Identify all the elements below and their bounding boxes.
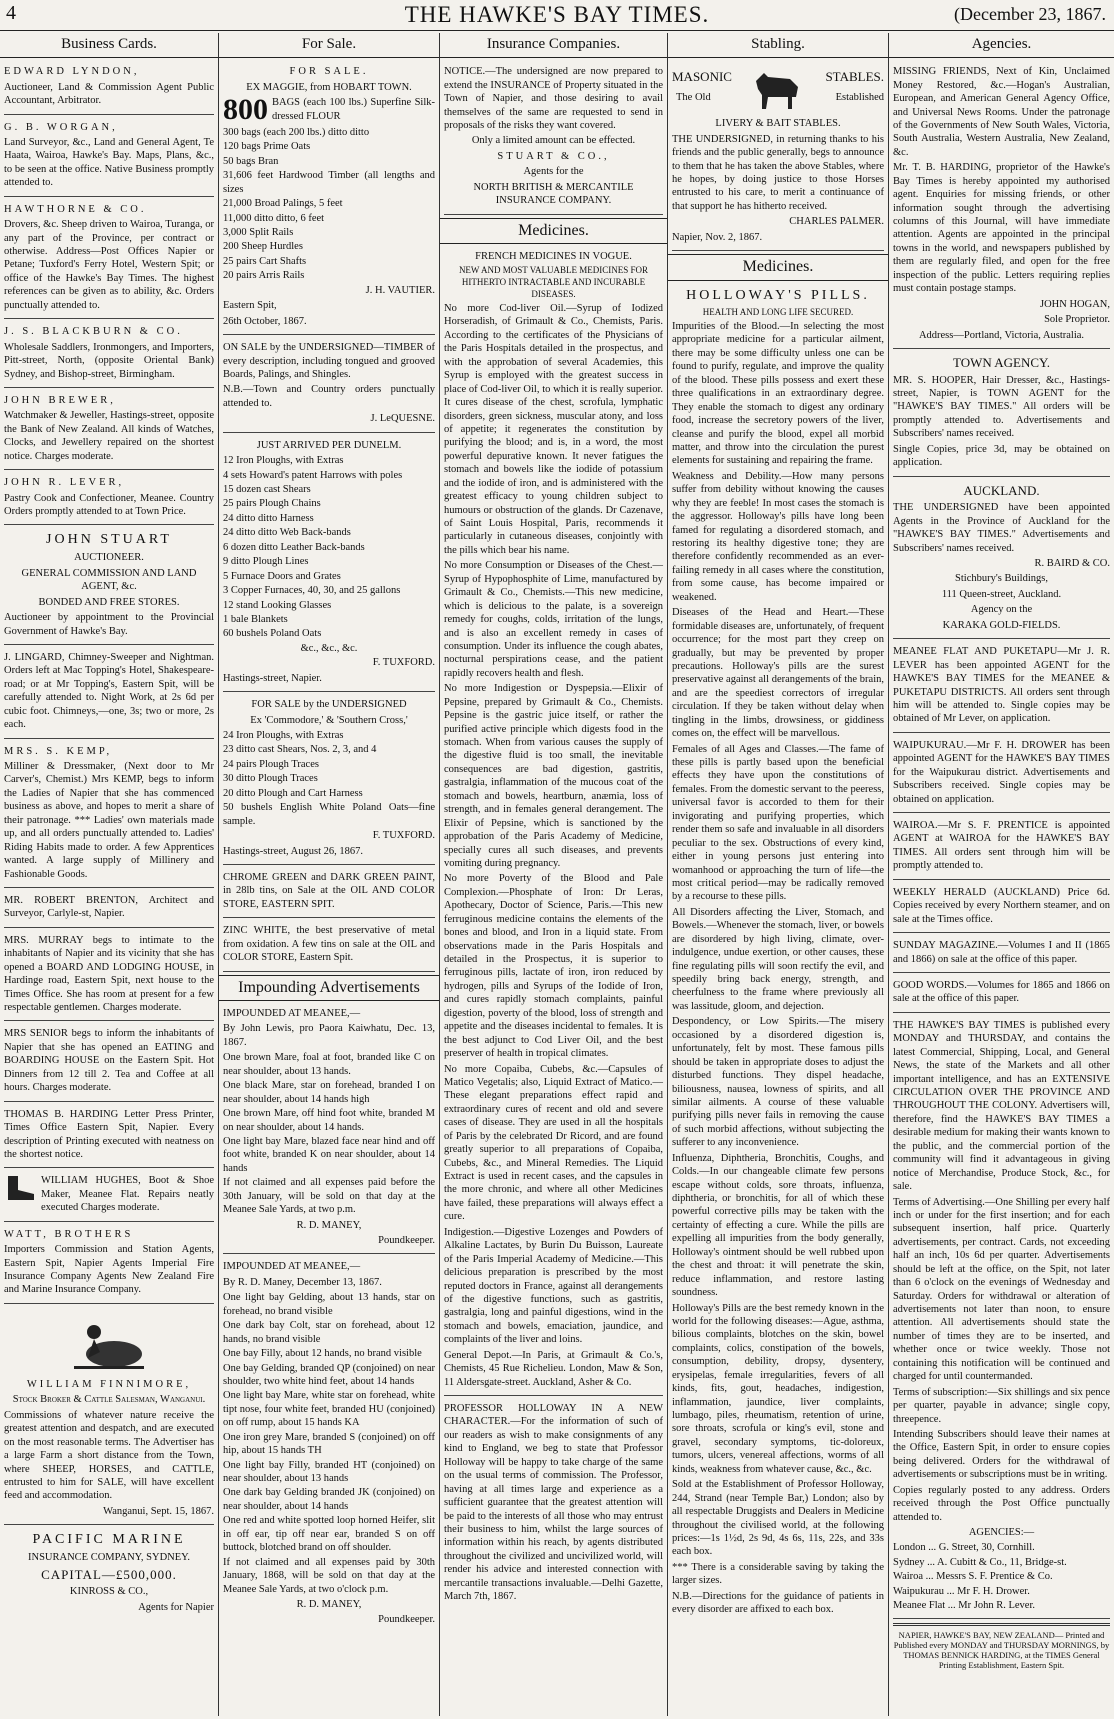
- ad-impounded-1: [223, 1004, 435, 1254]
- ad-text: THE HAWKE'S BAY TIMES is published every MONDAY and THURSDAY, and contains the latest Commercial, Shipping, Local, and General News, the state of the Markets and all other important intelligence, and has an EXTENSIVE CIRCULATION OVER THE PROVINCE AND THROUGHOUT THE COLONY. Advertisers will, therefore, find the HAWKE'S BAY TIMES a desirable medium for making their wants known to the public, and the commercial portion of the community will find it advantageous in giving notice of Merchandise, Produce Stock, &c., for sale.: [893, 1019, 1110, 1193]
- ad-note: If not claimed and all expenses paid by 30th January, 1868, will be sold on that day at the Meanee Sale Yards, at two o'clock p.m.: [223, 1556, 435, 1595]
- ad-text: THE UNDERSIGNED, in returning thanks to his friends and the public generally, begs to announce to them that he has taken the above Stables, where he hopes, by doing justice to those Horses entrusted to his care, to merit a continuance of that support he has hitherto received.: [672, 133, 884, 212]
- ad-paragraph: No more Consumption or Diseases of the Chest.—Syrup of Hypophosphite of Lime, manufactured by Grimault & Co., Chemists.—This new medicine, which is delicious to the palate, is a sovereign remedy for coughs, colds, irritation of the lungs, and is also an excellent remedy in cases of consumption. Under its influence the cough abates, nocturnal perspirations cease, and the patient rapidly recovers health and flesh.: [444, 560, 663, 679]
- ad-line: NORTH BRITISH & MERCANTILE INSURANCE COMPANY.: [473, 181, 634, 207]
- ad-capital: CAPITAL—£500,000.: [41, 1566, 177, 1582]
- ad-holloway-character: [444, 1399, 663, 1610]
- ad-name: JOHN STUART: [46, 532, 172, 548]
- ad-hawthorne: [4, 200, 214, 320]
- ad-signature: F. TUXFORD.: [372, 657, 435, 669]
- ad-text: ON SALE by the UNDERSIGNED—TIMBER of every description, including tongued and grooved Boards, Palings, and Shingles.: [223, 342, 435, 380]
- ad-town-agency: [893, 352, 1110, 477]
- ad-signature: J. LeQUESNE.: [370, 413, 435, 425]
- ad-signature: R. D. MANEY,: [296, 1219, 362, 1231]
- ad-subtitle: LIVERY & BAIT STABLES.: [715, 118, 841, 130]
- ad-zinc-white: [223, 921, 435, 971]
- ad-subtitle: INSURANCE COMPANY, SYDNEY.: [27, 1552, 190, 1564]
- ad-sunday-magazine: [893, 936, 1110, 973]
- ad-subheading: By R. D. Maney, December 13, 1867.: [223, 1276, 382, 1288]
- ad-paragraph: N.B.—Directions for the guidance of patients in every disorder are affixed to each box.: [672, 1590, 884, 1616]
- ad-text: Importers Commission and Station Agents, Eastern Spit, Napier Agents Imperial Fire Insurance Company Agents New Zealand Fire and Marine Insurance Company.: [4, 1244, 214, 1296]
- ad-line: The Old: [676, 92, 711, 104]
- ad-paragraph: No more Cod-liver Oil.—Syrup of Iodized Horseradish, of Grimault & Co., Chemists, Paris. According to the certificates of the Physicians of the Paris Hospitals detailed in the prospectus, and with the approbation of several Academies, this Syrup is employed with the greatest success in place of Cod-liver Oil, to which it is really superior. It cures disease of the chest, scrofula, lymphatic disorders, green sickness, muscular atony, and loss of appetite; it regenerates the constitution by purifying the blood; and is, in a word, the most powerful depurative known. It never fatigues the stomach and bowels like the iodide of potassium and the iodide of iron, and is administered with the greatest efficacy to young children subject to humours or obstruction of the glands. Dr Cazenave, of Saint Louis Hospital, Paris, recommends it particularly in cutaneous diseases, conjointly with the pills which bear his name.: [444, 303, 663, 556]
- ad-missing-friends: [893, 62, 1110, 349]
- ad-insurance-notice: [444, 62, 663, 214]
- imprint: NAPIER, HAWKE'S BAY, NEW ZEALAND— Printed and Published every MONDAY and THURSDAY MORNINGS, by THOMAS BENNICK HARDING, at the TIMES General Printing Establishment, Eastern Spit.: [893, 1629, 1110, 1671]
- ad-ship: EX MAGGIE, from HOBART TOWN.: [246, 81, 412, 93]
- ad-hawkes-bay-times: [893, 1016, 1110, 1619]
- ad-subheading: Ex 'Commodore,' & 'Southern Cross,': [250, 714, 408, 726]
- ad-text: MRS SENIOR begs to inform the inhabitants of Napier that she has opened an EATING and BOARDING HOUSE on the Eastern Spit. Hot Dinners from 12 till 2. Tea and Coffee at all hours. Charges moderate.: [4, 1028, 214, 1094]
- ad-line: Established: [835, 92, 884, 104]
- ad-signature: CHARLES PALMER.: [789, 216, 884, 228]
- ad-heading: FOR SALE.: [289, 66, 369, 78]
- list-item: 24 ditto ditto Harness: [223, 512, 314, 524]
- page-number: 4: [6, 2, 16, 24]
- ad-paragraph: Impurities of the Blood.—In selecting the most appropriate medicine for a particular ailment, there may be some difficulty unless one can be found to purify, regulate, and improve the quality of the blood. These pills possess and exert these three qualifications in an extraordinary degree. They enable the stomach to digest any ordinary food, increase the secretory powers of the liver, cleanse and purify the blood, expel all morbid matter, and throw into the circulation the purest elements for sustaining and repairing the frame.: [672, 321, 884, 467]
- ad-quantity: 800: [223, 93, 268, 127]
- ad-note: If not claimed and all expenses paid before the 30th January, will be sold on that day at the Meanee Sale Yards, at two p.m.: [223, 1177, 435, 1216]
- ad-french-medicines: [444, 247, 663, 1396]
- ad-line: AUCTIONEER.: [74, 552, 144, 564]
- ad-date: 26th October, 1867.: [223, 315, 307, 327]
- ad-name: MRS. S. KEMP,: [4, 745, 113, 757]
- list-item: One light bay Gelding, about 13 hands, star on forehead, no brand visible: [223, 1292, 435, 1317]
- ad-heading: FRENCH MEDICINES IN VOGUE.: [475, 251, 632, 263]
- ad-brewer: [4, 391, 214, 470]
- ad-text: Mr. T. B. HARDING, proprietor of the Hawke's Bay Times is hereby appointed my authorised agent. Enquiries for missing friends, or other information sought through the advertising columns of this Journal, will have immediate attention. Agents are appointed in the principal towns in the world, and newspapers published by them are regularly filed, and open for the free inspection of the public. Letters requiring replies must contain postage stamps.: [893, 162, 1110, 295]
- ad-text: NOTICE.—The undersigned are now prepared to extend the INSURANCE of Property situated in the Town of Napier, and those desiring to avail themselves of the same are requested to send in proposals of the risks they want covered.: [444, 66, 663, 131]
- list-item: One bay Filly, about 12 hands, no brand visible: [223, 1348, 422, 1360]
- list-item: 24 ditto ditto Web Back-bands: [223, 527, 351, 539]
- column-heading: Insurance Companies.: [440, 33, 667, 58]
- ad-blackburn: [4, 322, 214, 388]
- column-insurance: [439, 33, 667, 1716]
- ad-role: Sole Proprietor.: [1044, 314, 1110, 326]
- newspaper-title: THE HAWKE'S BAY TIMES.: [404, 2, 710, 27]
- ad-text: Terms of subscription:—Six shillings and six pence per quarter, payable in advance; single copy, threepence.: [893, 1386, 1110, 1425]
- ad-text: WAIPUKURAU.—Mr F. H. DROWER has been appointed AGENT for the HAWKE'S BAY TIMES for the Waipukurau district. Advertisements and Subscribers received. Single copies may be obtained on application.: [893, 739, 1110, 805]
- ad-signature: R. BAIRD & CO.: [1034, 558, 1110, 569]
- list-item: 6 dozen ditto Leather Back-bands: [223, 541, 365, 553]
- list-item: London ... G. Street, 30, Cornhill.: [893, 1542, 1035, 1554]
- list-item: 12 stand Looking Glasses: [223, 599, 332, 611]
- list-item: 60 bushels Poland Oats: [223, 628, 322, 640]
- ad-paragraph: No more Indigestion or Dyspepsia.—Elixir of Pepsine, prepared by Grimault & Co., Chemists. Pepsine is the gastric juice itself, or rather the purified active principle which digests food in the stomach. When from various causes the supply of the digestive fluid is too small, the inevitable consequences are bad digestion, gastritis, gastralgia, inflammation of the mucous coat of the stomach and bowels, heartburn, anæmia, loss of strength, and in females general derangement. The Elixir of Pepsine, which is sanctioned by the approbation of the Paris Academy of Medicine, specially cures all such diseases, and prevents vomiting during pregnancy.: [444, 683, 663, 869]
- ad-heading: IMPOUNDED AT MEANEE,—: [223, 1008, 361, 1020]
- ad-subheading: By John Lewis, pro Paora Kaiwhatu, Dec. 13, 1867.: [223, 1023, 435, 1048]
- ad-paragraph: Indigestion.—Digestive Lozenges and Powders of Alkaline Lactates, by Burin Du Buisson, Laureate of the Paris Imperial Academy of Medicine.—This delicious preparation is prescribed by the most reputed doctors in France, against all derangements of the digestive functions, such as gastritis, gastralgia, long and painful digestions, wind in the stomach and bowels, emaciation, jaundice, and complaints of the liver and loins.: [444, 1226, 663, 1346]
- ad-heading: AUCKLAND.: [963, 482, 1040, 498]
- list-item: One bay Gelding, branded QP (conjoined) on near shoulder, two white hind feet, about 14 hands: [223, 1362, 435, 1387]
- list-item: 24 Iron Ploughs, with Extras: [223, 730, 344, 741]
- ad-agent-role: Agents for Napier: [138, 1601, 214, 1613]
- list-item: 50 bags Bran: [223, 155, 279, 167]
- list-item: 12 Iron Ploughs, with Extras: [223, 455, 344, 467]
- ad-holloways-pills: [672, 284, 884, 1623]
- list-item: 25 pairs Plough Chains: [223, 498, 321, 510]
- ad-name: MASONIC: [672, 69, 732, 85]
- column-heading: Business Cards.: [0, 33, 218, 58]
- column-agencies: [888, 33, 1114, 1716]
- ad-name: PACIFIC MARINE: [32, 1532, 186, 1548]
- ad-text: Terms of Advertising.—One Shilling per every half inch or under for the first insertion; and for each subsequent insertion, half price. Quarterly advertisements, per contract. Cards, not exceeding half an inch, 10s 6d per quarter. Advertisements should be left at the office, on the Spit, not later than 6 o'clock on the evenings of Wednesday and Saturday. Orders for withdrawal or alteration of advertisements not later than noon, to ensure attention. All advertisements should state the number of times they are to be inserted, and whether once or twice weekly. Those not containing this notification will be continued and charged for until countermanded.: [893, 1196, 1110, 1383]
- ad-paragraph: No more Poverty of the Blood and Pale Complexion.—Phosphate of Iron: Dr Leras, Apothecary, Doctor of Science, Paris.—This new ferruginous medicine contains the elements of the bones and blood, and Iron in a liquid state. From observations made in the Paris Hospitals and detailed in the Prospectus, it is superior to ferruginous pills, lactate of iron, iron reduced by hydrogen, pills and Syrups of the Iodide of Iron, and cures rapidly stomach complaints, painful digestion, poverty of the blood, loss of strength and appetite and the diseases incidental to females. It is the best adjunct to Cod Liver Oil, and the best preserver of health in tropical climates.: [444, 873, 663, 1060]
- ad-tuxford: [223, 695, 435, 865]
- ad-paragraph: Despondency, or Low Spirits.—The misery occasioned by a disordered digestion is, unfortunately, felt by most. These famous pills should be taken in appropriate doses to adjust the disturbed functions. They dispel headache, biliousness, nausea, lowness of spirits, and all similar ailments. A course of these valuable purifying pills never fails in removing the cause of such morbid affections, without subjecting the sufferer to any inconvenience.: [672, 1016, 884, 1149]
- ad-finnimore: [4, 1307, 214, 1525]
- ad-heading: JUST ARRIVED PER DUNELM.: [256, 439, 402, 451]
- ad-good-words: [893, 976, 1110, 1013]
- ad-name: WATT, BROTHERS: [4, 1228, 134, 1240]
- list-item: 21,000 Broad Palings, 5 feet: [223, 198, 343, 210]
- issue-date: (December 23, 1867.: [954, 4, 1106, 24]
- ad-senior: [4, 1024, 214, 1101]
- ad-heading: FOR SALE by the UNDERSIGNED: [251, 699, 407, 711]
- ad-note: N.B.—Town and Country orders punctually attended to.: [223, 384, 435, 409]
- list-item: 30 ditto Plough Traces: [223, 773, 318, 785]
- ad-text: GOOD WORDS.—Volumes for 1865 and 1866 on sale at the office of this paper.: [893, 979, 1110, 1005]
- ad-date: Napier, Nov. 2, 1867.: [672, 231, 763, 243]
- ad-signature: R. D. MANEY,: [296, 1598, 362, 1610]
- ad-dunelm: [223, 436, 435, 692]
- ad-vautier: [223, 62, 435, 335]
- masthead: [0, 0, 1114, 31]
- list-item: &c., &c., &c.: [300, 642, 358, 654]
- ad-name: G. B. WORGAN,: [4, 121, 118, 133]
- ad-address: 111 Queen-street, Auckland.: [941, 588, 1062, 600]
- list-item: One iron grey Mare, branded S (conjoined) on off hip, about 15 hands TH: [223, 1431, 435, 1457]
- list-item: 9 ditto Plough Lines: [223, 556, 309, 568]
- column-heading: Agencies.: [889, 33, 1114, 58]
- list-item: Waipukurau ... Mr F. H. Drower.: [893, 1585, 1030, 1597]
- ad-date: Hastings-street, August 26, 1867.: [223, 845, 363, 857]
- ad-lever: [4, 473, 214, 525]
- ad-worgan: [4, 118, 214, 197]
- column-heading: Stabling.: [668, 33, 888, 58]
- ad-subtitle: Stock Broker & Cattle Salesman, Wanganui.: [12, 1394, 206, 1406]
- ad-lingard: [4, 648, 214, 739]
- ad-wairoa-agent: [893, 816, 1110, 880]
- ad-text: MISSING FRIENDS, Next of Kin, Unclaimed Money Restored, &c.—Hogan's Australian, European, and American General Agency Office, and Universal News Rooms. Under the patronage of the Governments of New South Wales, Victoria, South Australia, Western Australia, New Zealand, &c.: [893, 66, 1110, 158]
- ad-line: KARAKA GOLD-FIELDS.: [942, 619, 1061, 631]
- ad-subheading: NEW AND MOST VALUABLE MEDICINES FOR HITHERTO INTRACTABLE AND INCURABLE DISEASES.: [458, 265, 649, 299]
- ad-text: WEEKLY HERALD (AUCKLAND) Price 6d. Copies received by every Northern steamer, and on sale at the Times office.: [893, 886, 1110, 925]
- ad-paragraph: General Depot.—In Paris, at Grimault & Co.'s, Chemists, 45 Rue Richelieu. London, Maw & Son, 11 Aldersgate-street. Auckland, Asher & Co.: [444, 1349, 663, 1388]
- ad-text: Land Surveyor, &c., Land and General Agent, Te Haata, Wairoa, Hawke's Bay. Maps, Plans, &c., to be seen at the office. Native Business promptly attended to.: [4, 136, 214, 189]
- sheep-shearer-icon: [64, 1314, 154, 1374]
- ad-hughes: [4, 1171, 214, 1221]
- section-heading: Impounding Advertisements: [219, 975, 439, 1001]
- list-item: Sydney ... A. Cubitt & Co., 11, Bridge-st.: [893, 1556, 1067, 1568]
- list-item: 24 pairs Plough Traces: [223, 758, 319, 770]
- ad-brenton: [4, 891, 214, 928]
- list-item: 200 Sheep Hurdles: [223, 241, 303, 253]
- list-item: 5 Furnace Doors and Grates: [223, 570, 341, 582]
- list-item: 3 Copper Furnaces, 40, 30, and 25 gallons: [223, 585, 401, 597]
- ad-text: Single Copies, price 3d, may be obtained on application.: [893, 443, 1110, 469]
- ad-text: Milliner & Dressmaker, (Next door to Mr Carver's, Chemist.) Mrs KEMP, begs to inform the Ladies of Napier that she has commenced business as above, and hopes to merit a share of their patronage. *** Ladies' own materials made up, and all orders punctually attended to. Ladies' Riding Habits made to order. A few Apprentices wanted. A large supply of Millinery and Fashionable Goods.: [4, 761, 214, 880]
- ad-signature: F. TUXFORD.: [372, 830, 435, 842]
- ad-paragraph: Sold at the Establishment of Professor Holloway, 244, Strand (near Temple Bar,) London; also by all respectable Druggists and Dealers in Medicine throughout the civilised world, at the following prices:—1s 1½d, 2s 9d, 4s 6s, 11s, 22s, and 33s each box.: [672, 1479, 884, 1558]
- ad-role: Poundkeeper.: [378, 1235, 435, 1247]
- ad-text: WILLIAM HUGHES, Boot & Shoe Maker, Meanee Flat. Repairs neatly executed Charges moderate.: [41, 1175, 214, 1214]
- ad-line: BAGS (each 100 lbs.) Superfine Silk-dressed FLOUR: [272, 97, 435, 122]
- ad-paragraph: Influenza, Diphtheria, Bronchitis, Coughs, and Colds.—In our changeable climate few persons escape without colds, sore throats, influenza, diphtheria, or bronchitis, for all of which these powerful corrective pills may be taken with the certainty of effecting a cure. While the pills are expelling all impurities from the body generally, Holloway's ointment should be well rubbed upon the chest and throat: it will penetrate the skin, reduce inflammation, and restore lasting soundness.: [672, 1152, 884, 1299]
- column-for-sale: [218, 33, 439, 1716]
- ad-text: Commissions of whatever nature receive the greatest attention and despatch, and are executed on the most reasonable terms. The Advertiser has a large Farm a short distance from the Town, where SHEEP, HORSES, and CATTLE, entrusted to him for SALE, will have excellent feed and accommodation.: [4, 1409, 214, 1502]
- ad-line: GENERAL COMMISSION AND LAND AGENT, &c.: [21, 567, 197, 593]
- ad-chrome-green: [223, 868, 435, 918]
- list-item: 3,000 Split Rails: [223, 227, 294, 238]
- ad-signature: J. H. VAUTIER.: [365, 284, 435, 296]
- list-item: One light bay Filly, branded HT (conjoined) on near shoulder, about 13 hands: [223, 1459, 435, 1485]
- ad-name: WILLIAM FINNIMORE,: [26, 1378, 192, 1390]
- list-item: One light bay Mare, white star on forehead, white tipt nose, four white feet, branded HU (conjoined) on off rump, about 15 hands KA: [223, 1390, 435, 1429]
- horse-icon: [750, 67, 806, 111]
- column-business-cards: [0, 33, 218, 1716]
- ad-date: Wanganui, Sept. 15, 1867.: [103, 1505, 214, 1517]
- list-item: 15 dozen cast Shears: [223, 484, 311, 495]
- list-item: 25 pairs Cart Shafts: [223, 255, 307, 267]
- ad-heading: IMPOUNDED AT MEANEE,—: [223, 1261, 361, 1273]
- ad-meanee-agent: [893, 642, 1110, 733]
- ad-paragraph: Holloway's Pills are the best remedy known in the world for the following diseases:—Ague, asthma, bilious complaints, blotches on the skin, bowel complaints, colics, constipation of the bowels, consumption, debility, dropsy, dysentery, erysipelas, female irregularities, fevers of all kinds, fits, gout, headaches, indigestion, inflammation, jaundice, liver complaints, lumbago, piles, rheumatism, retention of urine, sore throats, scrofula or king's evil, stone and gravel, secondary symptoms, tic-doloreux, tumors, ulcers, venereal affections, worms of all kinds, weakness from whatever cause, &c., &c.: [672, 1302, 884, 1475]
- list-item: One red and white spotted loop horned Heifer, slit in off ear, tip off near ear, branded S on off buttock, blotched brand on off shoulder.: [223, 1515, 435, 1554]
- ad-paragraph: *** There is a considerable saving by taking the larger sizes.: [672, 1561, 884, 1587]
- list-item: 4 sets Howard's patent Harrows with poles: [223, 469, 403, 481]
- ad-address: Stichbury's Buildings,: [955, 573, 1048, 585]
- ad-paragraph: Females of all Ages and Classes.—The fame of these pills is partly based upon the beneficial effects they have upon the constitutions of females. From the domestic servant to the peeress, universal favor is accorded to them for their invigorating and purifying properties, which render them so safe and invaluable in all disorders peculiar to the sex. Obstructions of every kind, either in young persons just entering into womanhood or approaching the turn of life—the most critical period—may be radically removed by a recourse to these pills.: [672, 743, 884, 903]
- ad-heading: AGENCIES:—: [968, 1527, 1035, 1538]
- ad-name: JOHN R. LEVER,: [4, 477, 125, 489]
- divider: [893, 1623, 1110, 1626]
- ad-text: PROFESSOR HOLLOWAY IN A NEW CHARACTER.—For the information of such of our readers as wish to make consignments of any kind to England, we beg to state that Professor Holloway will be happy to take charge of the same on the usual terms of commission. The Professor, having at all times large and experience as a sufficient guarantee that the greatest attention will be paid to the interests of all those who may entrust their business to him, whilst the large sources of information within his reach, by agents distributed throughout the civilized and uncivilized world, will render his advice and interested connection with mercantile transactions invaluable.—Delhi Gazette, March 7th, 1867.: [444, 1403, 663, 1603]
- ad-masonic-stables: [672, 62, 884, 251]
- ad-text: Intending Subscribers should leave their names at the Office, Eastern Spit, in order to ensure copies being delivered. Orders for the withdrawal of advertisements or subscriptions must be in writing.: [893, 1428, 1110, 1481]
- ad-harding: [4, 1105, 214, 1169]
- ad-text: WAIROA.—Mr S. F. PRENTICE is appointed AGENT at WAIROA for the HAWKE'S BAY TIMES. All orders sent through him will be promptly attended to.: [893, 820, 1110, 872]
- ad-lequesne: [223, 338, 435, 433]
- boot-icon: [4, 1174, 38, 1202]
- list-item: Wairoa ... Messrs S. F. Prentice & Co.: [893, 1571, 1053, 1583]
- ad-text: J. LINGARD, Chimney-Sweeper and Nightman. Orders left at Mac Topping's Hotel, Shakespeare-road; or at Mr Topping's, Eastern Spit, will be carefully attended to. Night Work, at 2s 6d per cubic foot. Chimneys,—one, 3s; two or more, 2s each.: [4, 651, 214, 731]
- ad-heading: TOWN AGENCY.: [952, 354, 1051, 370]
- ad-role: Poundkeeper.: [378, 1614, 435, 1626]
- ad-text: Auctioneer by appointment to the Provincial Government of Hawke's Bay.: [4, 612, 214, 637]
- ad-kemp: [4, 742, 214, 888]
- ad-paragraph: All Disorders affecting the Liver, Stomach, and Bowels.—Whenever the stomach, liver, or bowels are disordered by high living, climate, over-indulgence, undue exertion, or other causes, these fine regulating pills will soon rectify the evil, and speedily bring back energy, strength, and cheerfulness to the frame where previously all was lassitude, gloom, and dejection.: [672, 906, 884, 1012]
- ad-text: Drovers, &c. Sheep driven to Wairoa, Turanga, or any part of the Province, per contract or otherwise. Address—Post Offices Napier or Petane; Tuxford's Ferry Hotel, Western Spit; or office of the Hawke's Bay Times. The highest references can be given as to ability, &c. Orders punctually attended to.: [4, 219, 214, 311]
- ad-agent: KINROSS & CO.,: [69, 1586, 149, 1598]
- ad-signature: JOHN HOGAN,: [1040, 298, 1110, 310]
- ad-name: EDWARD LYNDON,: [4, 66, 140, 78]
- ad-auckland: [893, 480, 1110, 640]
- ad-paragraph: Weakness and Debility.—How many persons suffer from debility without knowing the causes why they are feeble! In most cases the stomach is the aggressor. Holloway's pills have long been famed for regulating a disordered stomach, and restoring its healthy digestive tone; they are therefore confidently recommended as an ever-failing remedy in all cases where the constitution, from some cause, has become impaired or weakened.: [672, 470, 884, 603]
- list-item: 20 pairs Arris Rails: [223, 270, 305, 282]
- ad-text: MR. ROBERT BRENTON, Architect and Surveyor, Carlyle-st, Napier.: [4, 894, 214, 920]
- ad-text: ZINC WHITE, the best preservative of metal from oxidation. A few tins on sale at the OIL and COLOR STORE, Eastern Spit.: [223, 925, 435, 964]
- ad-paragraph: No more Copaiba, Cubebs, &c.—Capsules of Matico Vegetalis; also, Liquid Extract of Matico.—These elegant preparations effect rapid and extraordinary cures of recent and old and severe cases of disease. They are used in all the hospitals of Paris by the celebrated Dr Ricord, and are found greatly superior to all preparations of Copaiba, Cubebs, &c., and Mineral Remedies. The Liquid Extract is used in recent cases, and the capsules in the more chronic, and where all other Medicines have failed, these preparations will always effect a cure.: [444, 1063, 663, 1223]
- ad-text: THOMAS B. HARDING Letter Press Printer, Times Office Eastern Spit, Napier. Every description of Printing executed with neatness on the shortest notice.: [4, 1108, 214, 1160]
- ad-name: HAWTHORNE & CO.: [4, 203, 147, 215]
- list-item: One brown Mare, foal at foot, branded like C on near shoulder, about 13 hands.: [223, 1052, 435, 1077]
- list-item: Meanee Flat ... Mr John R. Lever.: [893, 1600, 1036, 1612]
- ad-place: Hastings-street, Napier.: [223, 672, 322, 684]
- ad-name: J. S. BLACKBURN & CO.: [4, 326, 183, 338]
- ad-name: JOHN BREWER,: [4, 394, 116, 406]
- ad-text: SUNDAY MAGAZINE.—Volumes I and II (1865 and 1866) on sale at the office of this paper.: [893, 940, 1110, 965]
- ad-line: Agency on the: [970, 604, 1033, 616]
- ad-place: Eastern Spit,: [223, 300, 277, 312]
- ad-impounded-2: [223, 1257, 435, 1632]
- list-item: 1 bale Blankets: [223, 613, 288, 625]
- ad-text: CHROME GREEN and DARK GREEN PAINT, in 28lb tins, on Sale at the OIL AND COLOR STORE, EASTERN SPIT.: [223, 871, 435, 910]
- ad-watt: [4, 1225, 214, 1304]
- ad-line: BONDED AND FREE STORES.: [38, 596, 180, 608]
- list-item: 20 ditto Plough and Cart Harness: [223, 787, 363, 799]
- ad-text: Wholesale Saddlers, Ironmongers, and Importers, Pitt-street, North, (opposite Oriental Bank) Sydney, and Bishop-street, Birmingham.: [4, 341, 214, 380]
- list-item: 120 bags Prime Oats: [223, 141, 311, 153]
- ad-subheading: HEALTH AND LONG LIFE SECURED.: [702, 306, 854, 317]
- list-item: 50 bushels English White Poland Oats—fine sample.: [223, 802, 435, 827]
- section-heading: Medicines.: [668, 254, 888, 280]
- list-item: 31,606 feet Hardwood Timber (all lengths and sizes: [223, 170, 435, 195]
- ad-waipukurau-agent: [893, 736, 1110, 813]
- ad-murray: [4, 931, 214, 1022]
- list-item: 300 bags (each 200 lbs.) ditto ditto: [223, 126, 370, 138]
- ad-text: MRS. MURRAY begs to intimate to the inhabitants of Napier and its vicinity that she has opened a BOARD AND LODGING HOUSE, in Hardinge road, Eastern Spit, next house to the Times Office. She has room at present for a few respectable gentlemen. Charges moderate.: [4, 934, 214, 1014]
- ad-name: STUART & CO.,: [497, 150, 610, 162]
- column-stabling: [667, 33, 888, 1716]
- ad-line: Agents for the: [523, 166, 584, 178]
- ad-text: Auctioneer, Land & Commission Agent Public Accountant, Arbitrator.: [4, 81, 214, 107]
- ad-pacific-marine: [4, 1528, 214, 1620]
- ad-lyndon: [4, 62, 214, 114]
- list-item: One brown Mare, off hind foot white, branded M on near shoulder, about 14 hands.: [223, 1108, 435, 1133]
- ad-text: THE UNDERSIGNED have been appointed Agents in the Province of Auckland for the "HAWKE'S BAY TIMES." Advertisements and Subscribers' names received.: [893, 502, 1110, 554]
- list-item: 23 ditto cast Shears, Nos. 2, 3, and 4: [223, 744, 377, 756]
- ad-address: Address—Portland, Victoria, Australia.: [918, 329, 1085, 341]
- ad-name: STABLES.: [825, 69, 884, 85]
- ad-text: Watchmaker & Jeweller, Hastings-street, opposite the Bank of New Zealand. All kinds of Watches, Clocks, and Jewellery repaired on the shortest notice. Charges moderate.: [4, 410, 214, 462]
- ad-text: Copies regularly posted to any address. Orders received through the Post Office punctually attended to.: [893, 1484, 1110, 1523]
- ad-weekly-herald: [893, 883, 1110, 933]
- ad-heading: HOLLOWAY'S PILLS.: [686, 287, 870, 303]
- ad-stuart: [4, 528, 214, 645]
- ad-text: Pastry Cook and Confectioner, Meanee. Country Orders promptly attended to at Town Price.: [4, 492, 214, 517]
- ad-text: MEANEE FLAT AND PUKETAPU—Mr J. R. LEVER has been appointed AGENT for the HAWKE'S BAY TIMES for the MEANEE & PUKETAPU DISTRICTS. All orders sent through him will be attended to. Single copies may be obtained of Mr Lever, on application.: [893, 646, 1110, 725]
- column-heading: For Sale.: [219, 33, 439, 58]
- list-item: One dark bay Colt, star on forehead, about 12 hands, no brand visible: [223, 1320, 435, 1345]
- ad-paragraph: Diseases of the Head and Heart.—These formidable diseases are, unfortunately, of frequent occurrence; for the most part they creep on gradually, but may be prevented by proper precautions. Holloway's pills are the surest preservative against all derangements of the brain, and are the speediest correctors of irregular circulation. If they be taken without delay when tingling in the limbs, drowsiness, or giddiness comes on, the effect will be marvellous.: [672, 607, 884, 740]
- ad-text: MR. S. HOOPER, Hair Dresser, &c., Hastings-street, Napier, is TOWN AGENT for the "HAWKE'S BAY TIMES." All orders will be promptly attended to. Advertisements and Subscribers' names received.: [893, 374, 1110, 440]
- list-item: One black Mare, star on forehead, branded I on near shoulder, about 14 hands high: [223, 1080, 435, 1105]
- list-item: One dark bay Gelding branded JK (conjoined) on near shoulder, about 14 hands: [223, 1487, 435, 1512]
- list-item: One light bay Mare, blazed face near hind and off foot white, branded K on near shoulder, about 14 hands: [223, 1135, 435, 1174]
- section-heading: Medicines.: [440, 218, 667, 244]
- ad-text: Only a limited amount can be effected.: [471, 135, 636, 147]
- list-item: 11,000 ditto ditto, 6 feet: [223, 212, 325, 224]
